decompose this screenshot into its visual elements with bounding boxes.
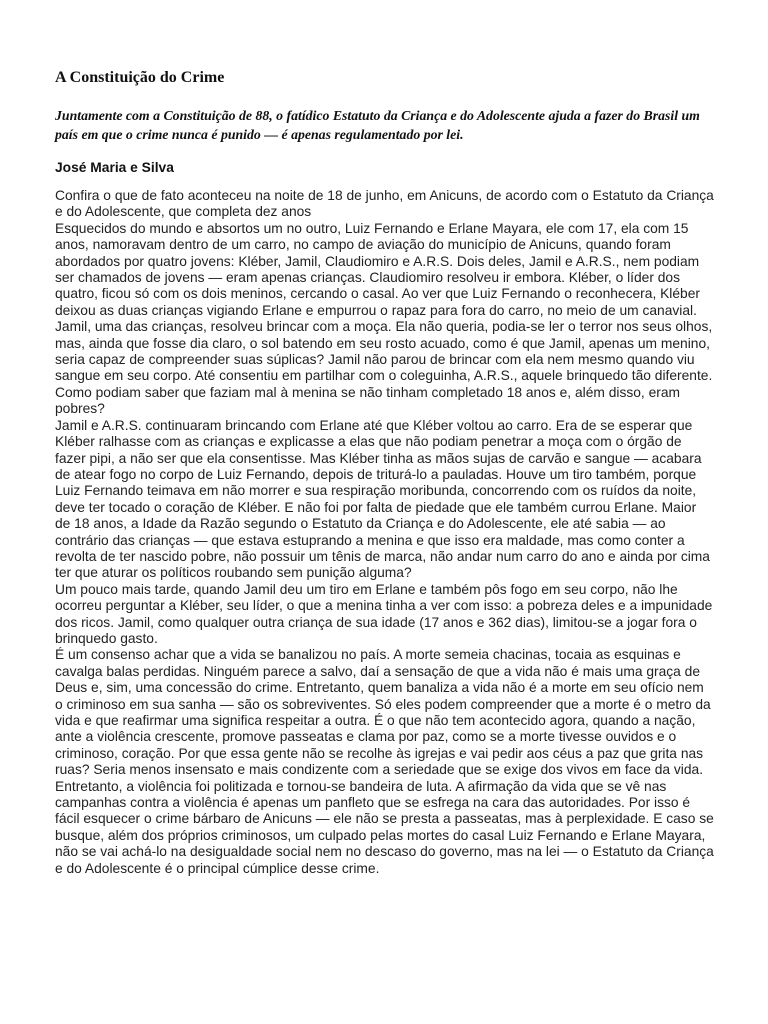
article-author: José Maria e Silva xyxy=(55,160,174,175)
article-paragraph: Um pouco mais tarde, quando Jamil deu um tiro em Erlane e também pôs fogo em seu corpo, não lhe ocorreu perguntar a Kléber, seu líder, o que a menina tinha a ver com isso: a pobreza deles e a impunidade dos ricos. Jamil, como qualquer outra criança de sua idade (17 anos e 362 dias), limitou-se a jogar fora o brinquedo gasto. xyxy=(55,581,713,646)
article-paragraph: Esquecidos do mundo e absortos um no outro, Luiz Fernando e Erlane Mayara, ele com 17, ela com 15 anos, namoravam dentro de um carro, no campo de aviação do município de Anicuns, quando foram abordados por quatro jovens: Kléber, Jamil, Claudiomiro e A.R.S. Dois deles, Jamil e A.R.S., nem podiam ser chamados de jovens — eram apenas crianças. Claudiomiro resolveu ir embora. Kléber, o líder dos quatro, ficou só com os dois meninos, cercando o casal. Ao ver que Luiz Fernando o reconhecera, Kléber deixou as duas crianças vigiando Erlane e empurrou o rapaz para fora do carro, no meio de um canavial. Jamil, uma das crianças, resolveu brincar com a moça. Ela não queria, podia-se ler o terror nos seus olhos, mas, ainda que fosse dia claro, o sol batendo em seu rosto acuado, como é que Jamil, apenas um menino, seria capaz de compreender suas súplicas? Jamil não parou de brincar com ela nem mesmo quando viu sangue em seu corpo. Até consentiu em partilhar com o coleguinha, A.R.S., aquele brinquedo tão diferente. Como podiam saber que faziam mal à menina se não tinham completado 18 anos e, além disso, eram pobres? xyxy=(55,220,713,417)
article-title: A Constituição do Crime xyxy=(55,69,225,86)
article xyxy=(55,68,715,877)
article-paragraph: Confira o que de fato aconteceu na noite de 18 de junho, em Anicuns, de acordo com o Estatuto da Criança e do Adolescente, que completa dez anos xyxy=(55,188,714,220)
article-body xyxy=(55,188,715,877)
article-paragraph: É um consenso achar que a vida se banalizou no país. A morte semeia chacinas, tocaia as esquinas e cavalga balas perdidas. Ninguém parece a salvo, daí a sensação de que a vida não é mais uma graça de Deus e, sim, uma concessão do crime. Entretanto, quem banaliza a vida não é a morte em seu ofício nem o criminoso em sua sanha — são os sobreviventes. Só eles podem compreender que a morte é o metro da vida e que reafirmar uma significa respeitar a outra. É o que não tem acontecido agora, quando a nação, ante a violência crescente, promove passeatas e clama por paz, como se a morte tivesse ouvidos e o criminoso, coração. Por que essa gente não se recolhe às igrejas e vai pedir aos céus a paz que grita nas ruas? Seria menos insensato e mais condizente com a seriedade que se exige dos vivos em face da vida. Entretanto, a violência foi politizada e tornou-se bandeira de luta. A afirmação da vida que se vê nas campanhas contra a violência é apenas um panfleto que se esfrega na cara das autoridades. Por isso é fácil esquecer o crime bárbaro de Anicuns — ele não se presta a passeatas, mas à perplexidade. E caso se busque, além dos próprios criminosos, um culpado pelas mortes do casal Luiz Fernando e Erlane Mayara, não se vai achá-lo na desigualdade social nem no descaso do governo, mas na lei — o Estatuto da Criança e do Adolescente é o principal cúmplice desse crime. xyxy=(55,647,714,876)
article-paragraph: Jamil e A.R.S. continuaram brincando com Erlane até que Kléber voltou ao carro. Era de se esperar que Kléber ralhasse com as crianças e explicasse a elas que não podiam penetrar a moça com o órgão de fazer pipi, a não ser que ela consentisse. Mas Kléber tinha as mãos sujas de carvão e sangue — acabara de atear fogo no corpo de Luiz Fernando, depois de triturá-lo a pauladas. Houve um tiro também, porque Luiz Fernando teimava em não morrer e sua respiração moribunda, concorrendo com os ruídos da noite, deve ter tocado o coração de Kléber. E não foi por falta de piedade que ele também currou Erlane. Maior de 18 anos, a Idade da Razão segundo o Estatuto da Criança e do Adolescente, ele até sabia — ao contrário das crianças — que estava estuprando a menina e que isso era maldade, mas como conter a revolta de ter nascido pobre, não possuir um tênis de marca, não andar num carro do ano e ainda por cima ter que aturar os políticos roubando sem punição alguma? xyxy=(55,417,710,581)
article-lead: Juntamente com a Constituição de 88, o fatídico Estatuto da Criança e do Adolescente ajuda a fazer do Brasil um país em que o crime nunca é punido — é apenas regulamentado por lei. xyxy=(55,108,700,142)
